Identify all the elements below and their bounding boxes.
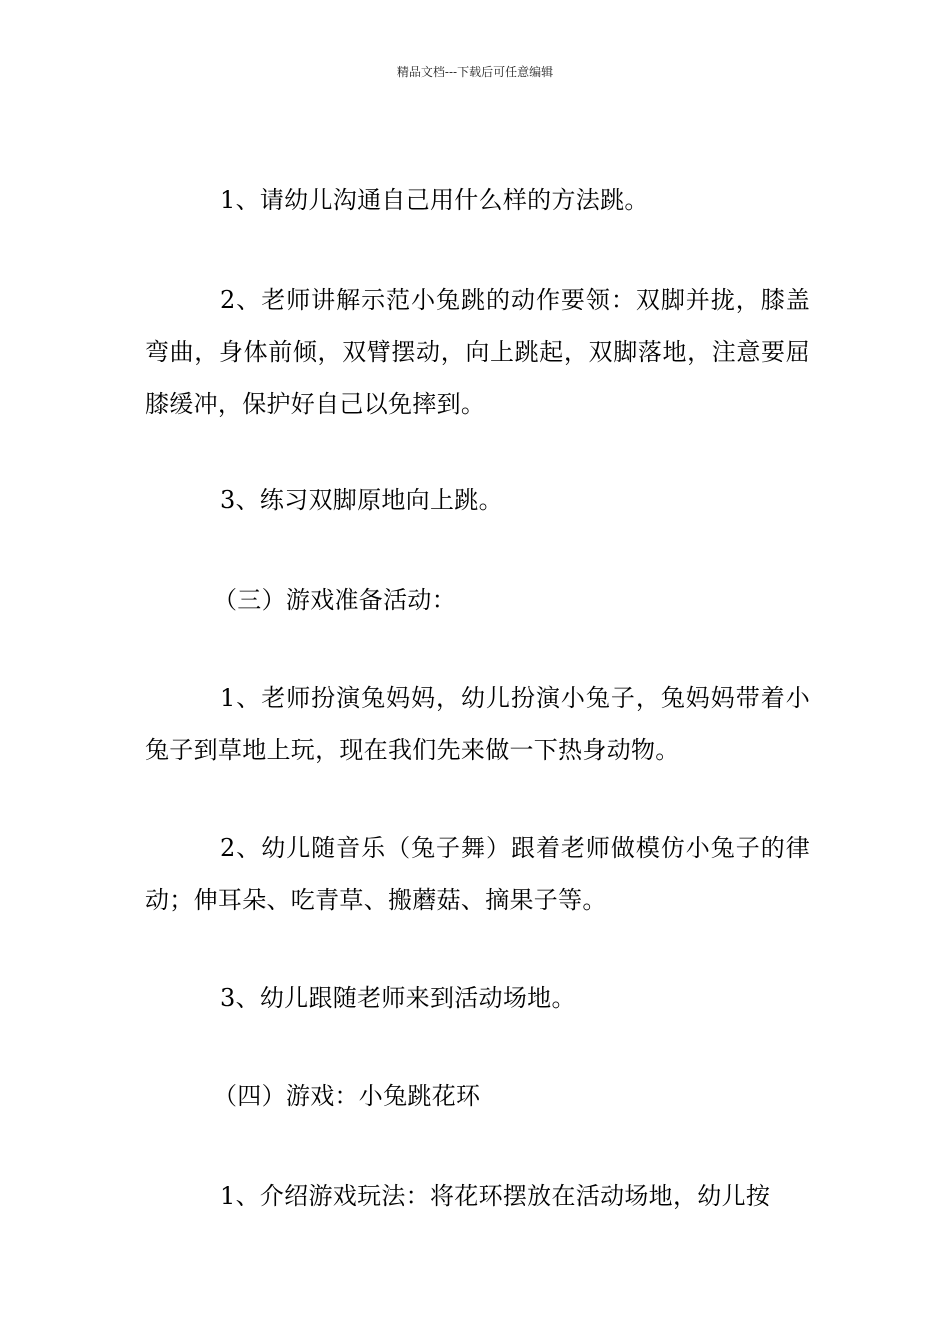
paragraph-step-2: 2、老师讲解示范小兔跳的动作要领：双脚并拢，膝盖弯曲，身体前倾，双臂摆动，向上跳起，双脚落地，注意要屈膝缓冲，保护好自己以免摔到。 [145,286,810,418]
paragraph-game-prep-2: 2、幼儿随音乐（兔子舞）跟着老师做模仿小兔子的律动；伸耳朵、吃青草、搬蘑菇、摘果子等。 [145,834,810,914]
paragraph-game-1: 1、介绍游戏玩法：将花环摆放在活动场地，幼儿按 [220,1182,771,1210]
page-header: 精品文档---下载后可任意编辑 [396,65,554,79]
section-heading-4: （四）游戏：小兔跳花环 [213,1082,481,1110]
paragraph-step-1: 1、请幼儿沟通自己用什么样的方法跳。 [220,186,649,214]
paragraph-step-3: 3、练习双脚原地向上跳。 [220,486,503,514]
paragraph-game-prep-1: 1、老师扮演兔妈妈，幼儿扮演小兔子，兔妈妈带着小兔子到草地上玩，现在我们先来做一下热身动物。 [145,684,810,764]
section-heading-3: （三）游戏准备活动： [213,586,456,614]
paragraph-game-prep-3: 3、幼儿跟随老师来到活动场地。 [220,984,576,1012]
